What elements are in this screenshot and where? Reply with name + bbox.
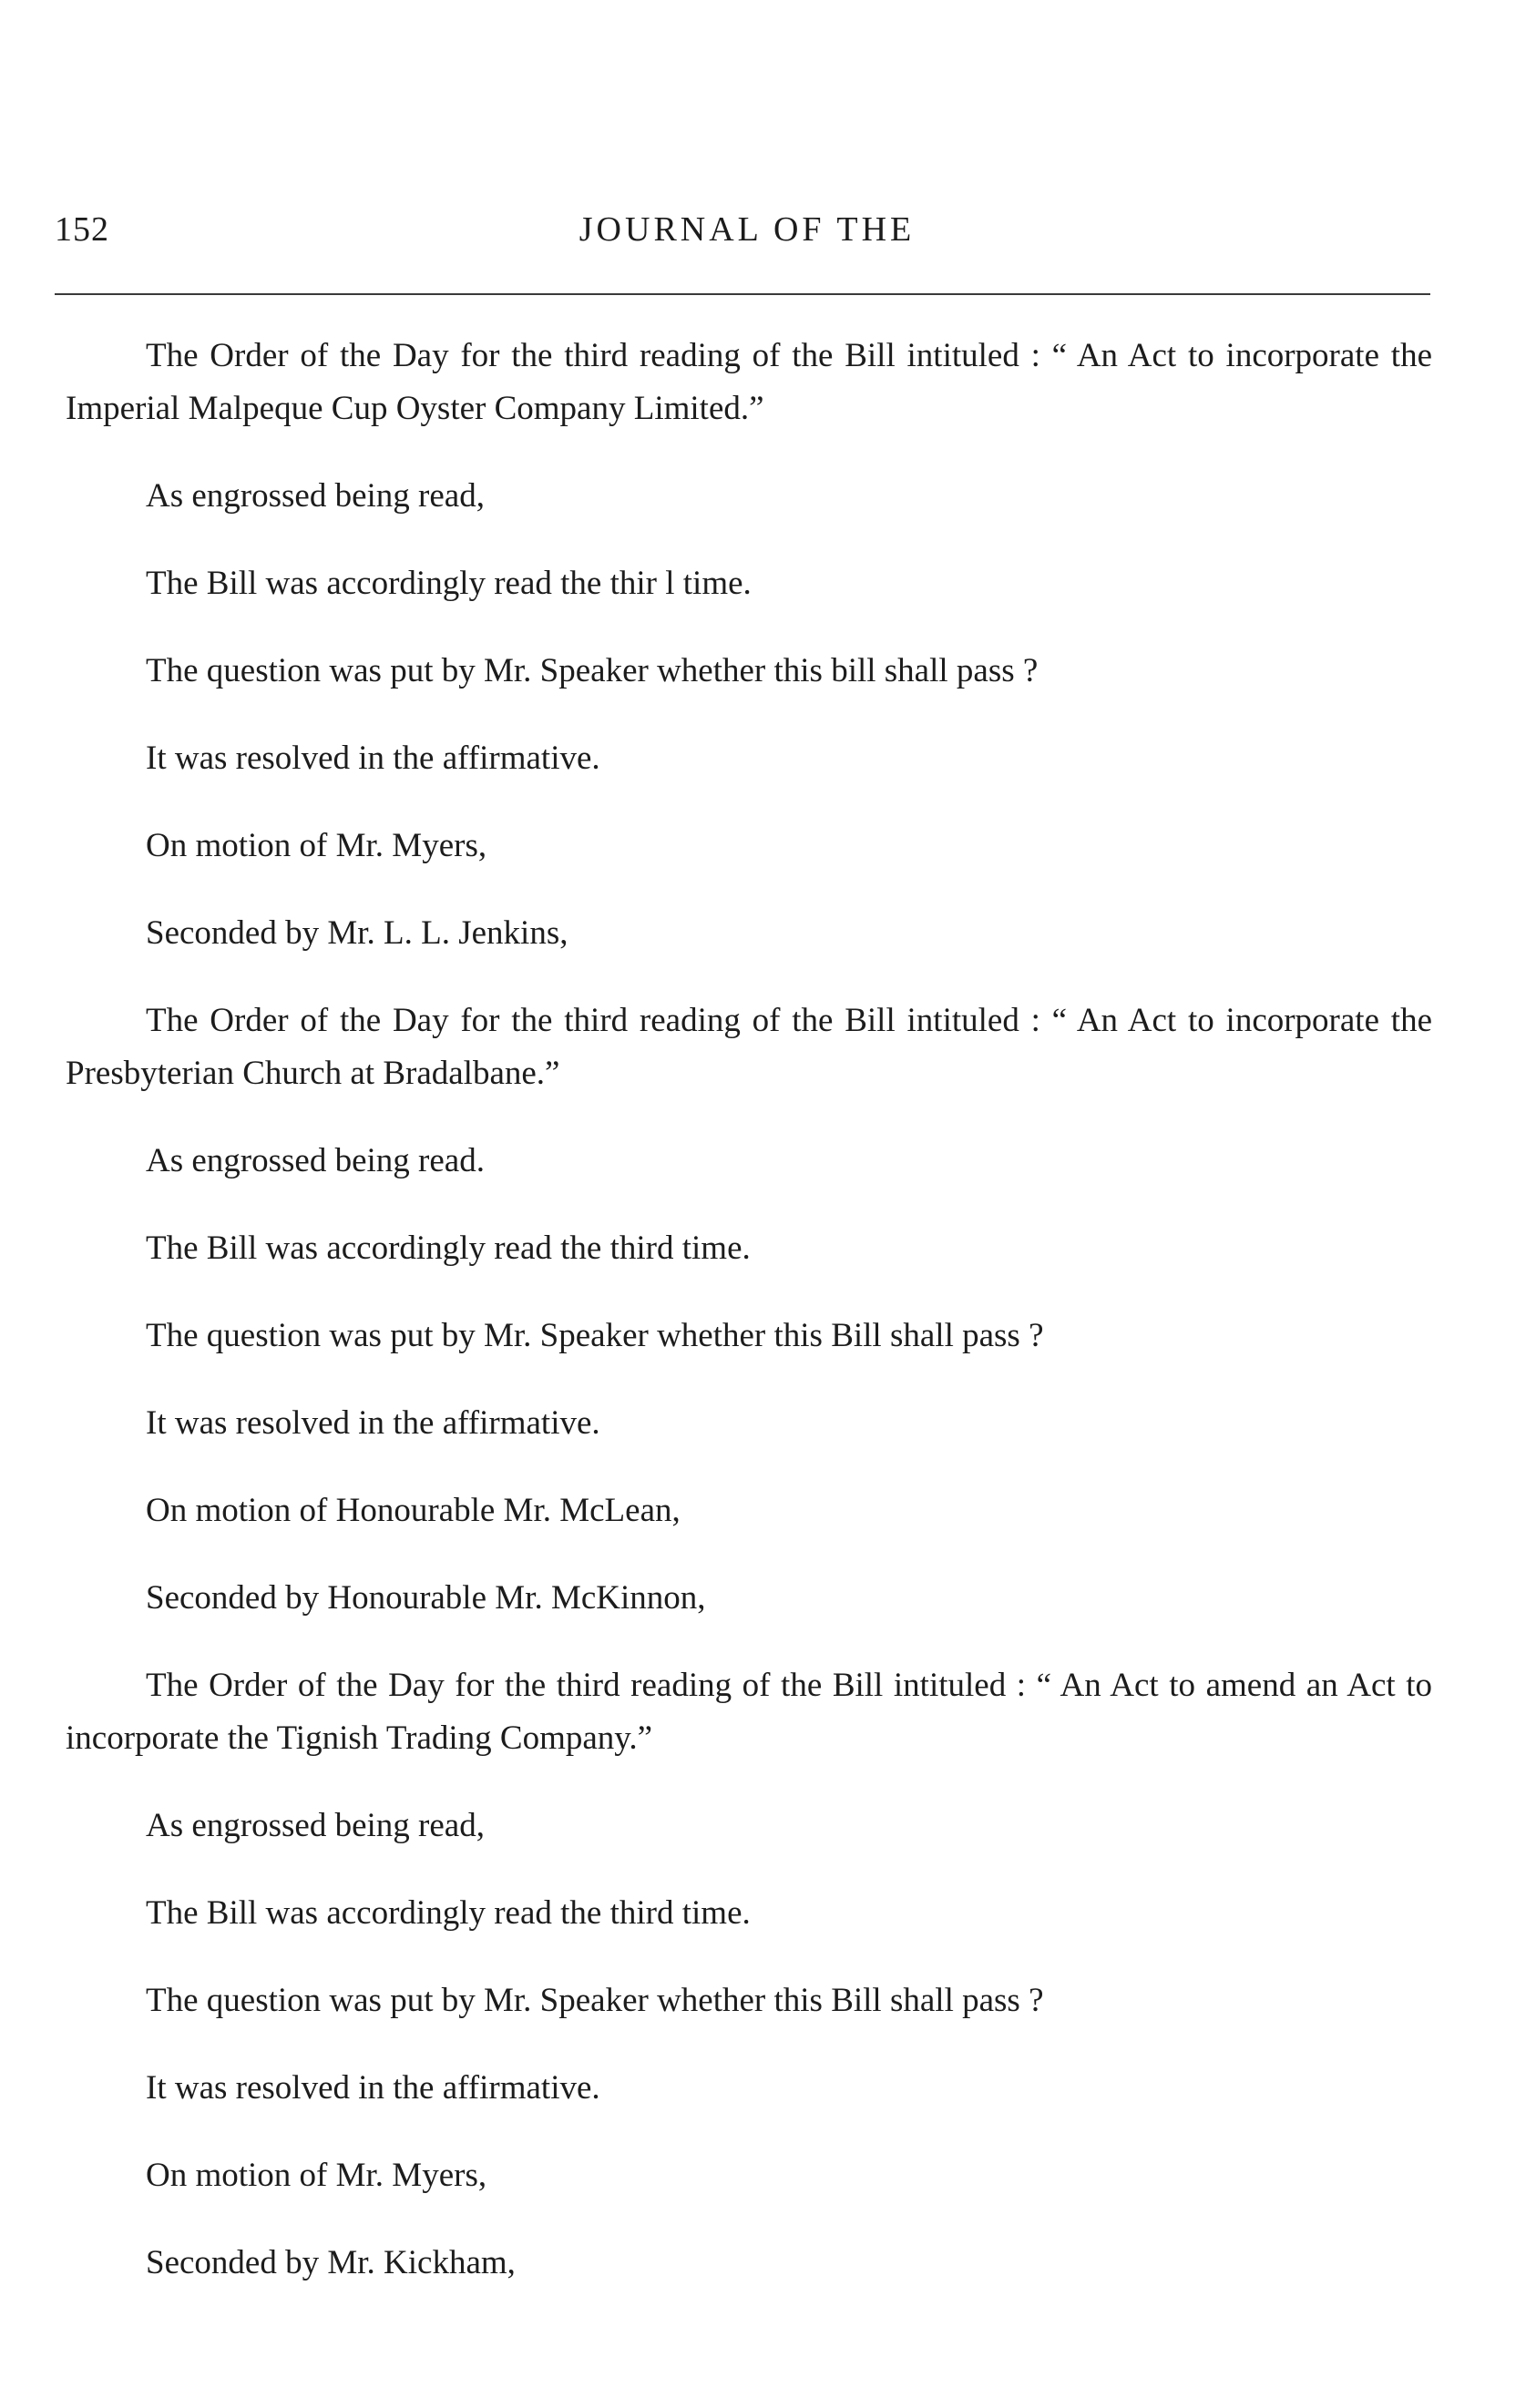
- paragraph-motion: On motion of Honourable Mr. McLean,: [146, 1492, 681, 1529]
- paragraph-seconded: Seconded by Mr. L. L. Jenkins,: [146, 914, 568, 952]
- paragraph-engrossed: As engrossed being read,: [146, 1807, 485, 1844]
- journal-body: [66, 330, 1432, 2324]
- paragraph-seconded: Seconded by Mr. Kickham,: [146, 2244, 516, 2281]
- paragraph-resolved: It was resolved in the affirmative.: [146, 1404, 600, 1442]
- paragraph-order-of-day: The Order of the Day for the third reading of the Bill intituled : “ An Act to incorporate the Presbyterian Church at Bradalbane.”: [66, 1002, 1432, 1092]
- paragraph-read-third-time: The Bill was accordingly read the thir l time.: [146, 565, 752, 602]
- paragraph-resolved: It was resolved in the affirmative.: [146, 740, 600, 777]
- paragraph-engrossed: As engrossed being read,: [146, 477, 485, 515]
- paragraph-question-put: The question was put by Mr. Speaker whether this bill shall pass ?: [146, 652, 1039, 689]
- paragraph-question-put: The question was put by Mr. Speaker whether this Bill shall pass ?: [146, 1317, 1044, 1354]
- paragraph-motion: On motion of Mr. Myers,: [146, 2157, 487, 2194]
- paragraph-resolved: It was resolved in the affirmative.: [146, 2069, 600, 2107]
- paragraph-order-of-day: The Order of the Day for the third reading of the Bill intituled : “ An Act to amend an Act to incorporate the Tignish Trading Company.”: [66, 1667, 1432, 1757]
- running-head: JOURNAL OF THE: [579, 210, 916, 249]
- page-header: [55, 209, 1439, 264]
- paragraph-read-third-time: The Bill was accordingly read the third time.: [146, 1894, 751, 1932]
- paragraph-motion: On motion of Mr. Myers,: [146, 827, 487, 864]
- paragraph-seconded: Seconded by Honourable Mr. McKinnon,: [146, 1579, 706, 1617]
- paragraph-read-third-time: The Bill was accordingly read the third time.: [146, 1230, 751, 1267]
- paragraph-question-put: The question was put by Mr. Speaker whether this Bill shall pass ?: [146, 1982, 1044, 2019]
- paragraph-order-of-day: The Order of the Day for the third reading of the Bill intituled : “ An Act to incorporate the Imperial Malpeque Cup Oyster Company Limited.”: [66, 337, 1432, 427]
- header-rule: [55, 293, 1430, 295]
- paragraph-engrossed: As engrossed being read.: [146, 1142, 485, 1179]
- page-number: 152: [55, 210, 109, 249]
